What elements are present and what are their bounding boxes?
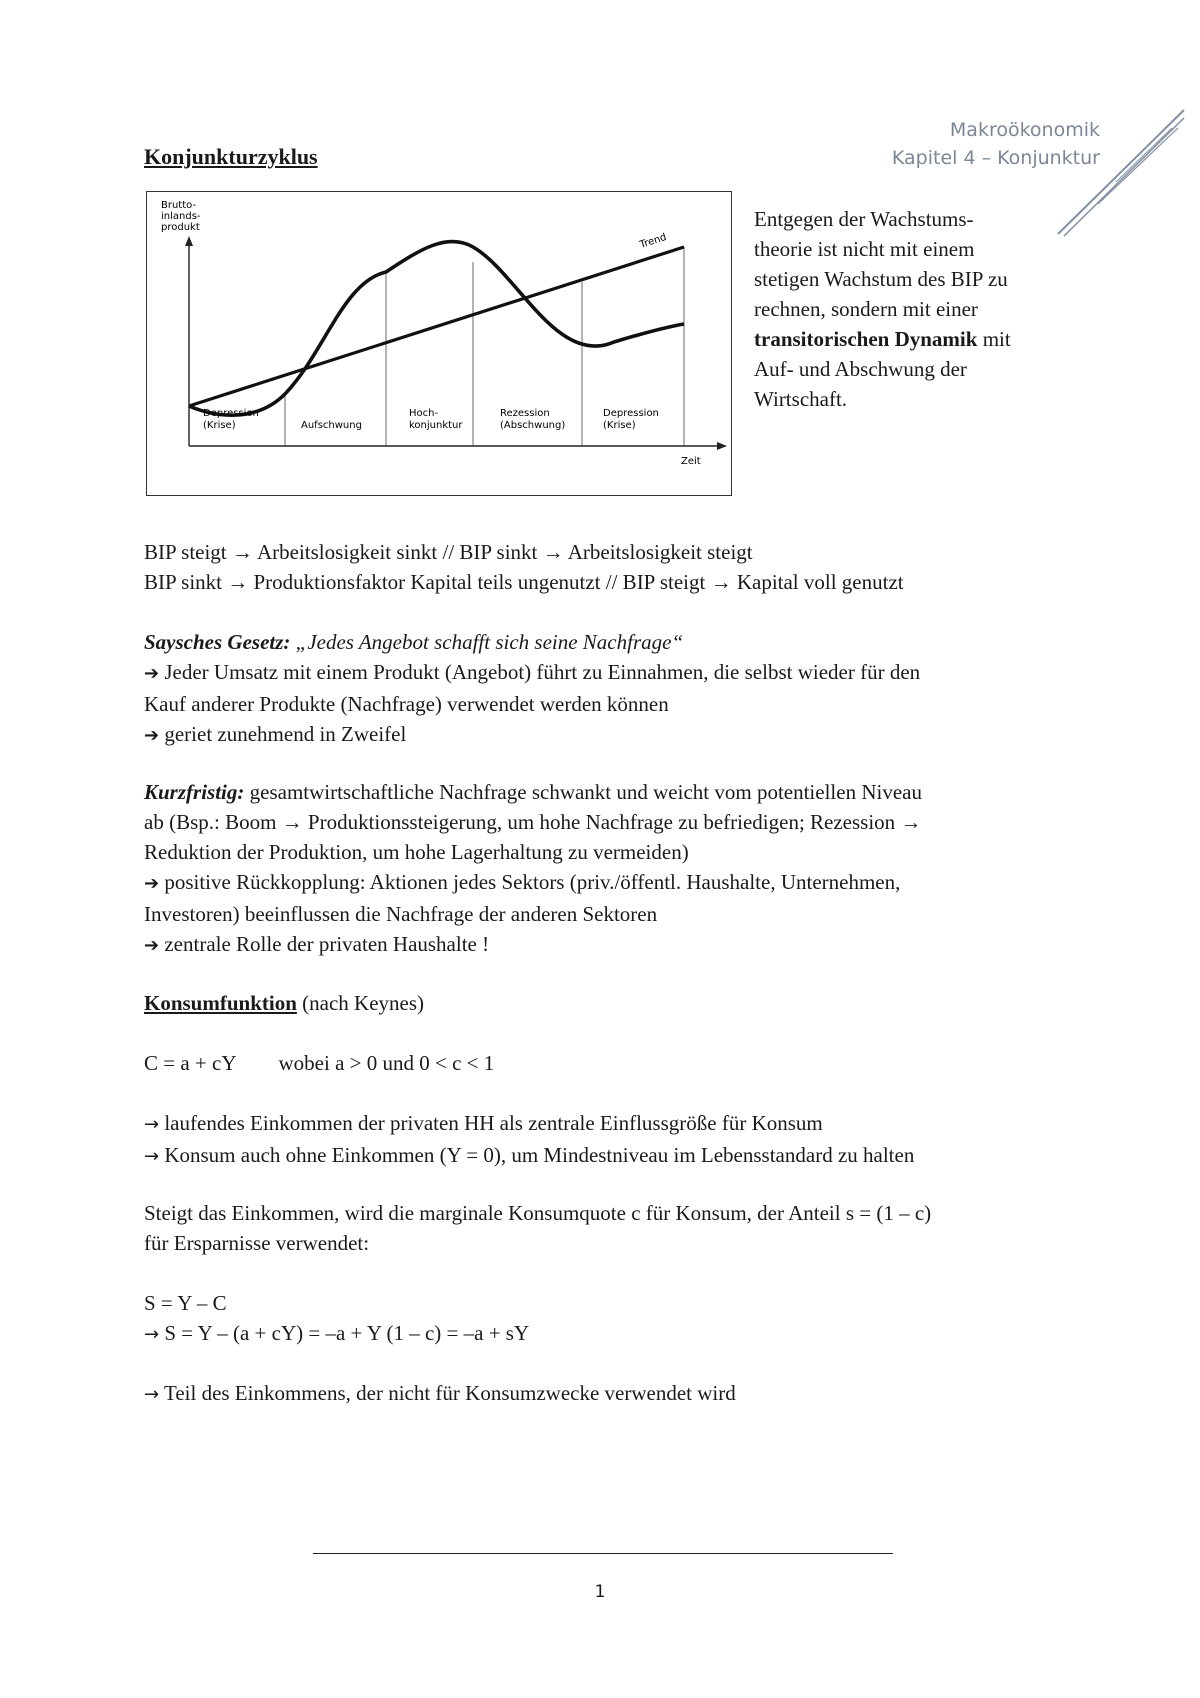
- side-line-4: rechnen, sondern mit einer: [754, 297, 978, 321]
- y-axis-label-3: produkt: [161, 222, 200, 233]
- savings-explanation: [144, 1198, 1064, 1258]
- savings-definition: → Teil des Einkommens, der nicht für Konsumzwecke verwendet wird: [144, 1381, 736, 1405]
- cycle-explanation: [754, 204, 1084, 414]
- side-line-2: theorie ist nicht mit einem: [754, 237, 975, 261]
- y-axis-label-1: Brutto-: [161, 200, 197, 211]
- trend-line: [189, 247, 684, 406]
- short-term-line-4: ➔ positive Rückkopplung: Aktionen jedes Sektors (priv./öffentl. Haushalte, Unternehmen,: [144, 870, 901, 894]
- short-term-section: [144, 777, 1064, 961]
- section-title-konjunkturzyklus: Konjunkturzyklus: [144, 144, 318, 169]
- consumption-note-2: → Konsum auch ohne Einkommen (Y = 0), um Mindestniveau im Lebensstandard zu halten: [144, 1143, 915, 1167]
- y-axis-arrowhead: [185, 236, 193, 246]
- consumption-title: Konsumfunktion: [144, 991, 297, 1015]
- says-law-quote: „Jedes Angebot schafft sich seine Nachfrage“: [290, 630, 684, 654]
- arrow-icon: →: [144, 1324, 160, 1345]
- consumption-note-1: → laufendes Einkommen der privaten HH als zentrale Einflussgröße für Konsum: [144, 1111, 823, 1135]
- footer-divider: [313, 1553, 893, 1554]
- header-course: Makroökonomik: [949, 119, 1100, 141]
- says-law: [144, 627, 1064, 751]
- phase-1-sublabel: (Krise): [203, 420, 236, 431]
- phase-4-sublabel: (Abschwung): [500, 420, 566, 431]
- business-cycle-svg: [147, 192, 731, 495]
- savings-line-1: Steigt das Einkommen, wird die marginale Konsumquote c für Konsum, der Anteil s = (1 – c): [144, 1201, 932, 1225]
- short-term-label: Kurzfristig:: [144, 780, 245, 804]
- consumption-subtitle: (nach Keynes): [296, 991, 425, 1015]
- bip-cycle-curve: [189, 241, 684, 415]
- phase-3-sublabel: konjunktur: [409, 420, 463, 431]
- arrow-icon: →: [144, 1146, 160, 1167]
- savings-formulas: [144, 1288, 1064, 1350]
- arrow-icon: ➔: [144, 663, 160, 684]
- side-line-7: Wirtschaft.: [754, 387, 848, 411]
- says-law-label: Saysches Gesetz:: [144, 630, 291, 654]
- short-term-line-6: ➔ zentrale Rolle der privaten Haushalte !: [144, 932, 490, 956]
- savings-formula-2: → S = Y – (a + cY) = –a + Y (1 – c) = –a + sY: [144, 1321, 530, 1345]
- consumption-formula-line: [144, 1048, 1064, 1078]
- says-law-line-4: ➔ geriet zunehmend in Zweifel: [144, 722, 407, 746]
- says-law-line-3: Kauf anderer Produkte (Nachfrage) verwendet werden können: [144, 692, 669, 716]
- side-line-5: [754, 324, 1084, 354]
- side-bold-term: transitorischen Dynamik: [754, 327, 978, 351]
- business-cycle-figure: [146, 191, 732, 496]
- bip-line-1: BIP steigt → Arbeitslosigkeit sinkt // BIP sinkt → Arbeitslosigkeit steigt: [144, 540, 753, 564]
- consumption-formula: C = a + cY: [144, 1051, 237, 1075]
- header-chapter: Kapitel 4 – Konjunktur: [891, 147, 1100, 169]
- y-axis-label-2: inlands-: [161, 211, 201, 222]
- arrow-icon: →: [144, 1114, 160, 1135]
- x-axis-label: Zeit: [681, 456, 701, 467]
- savings-formula-1: S = Y – C: [144, 1291, 227, 1315]
- arrow-icon: ➔: [144, 935, 160, 956]
- arrow-icon: ➔: [144, 873, 160, 894]
- phase-2-label: Aufschwung: [301, 420, 362, 431]
- bip-line-2: BIP sinkt → Produktionsfaktor Kapital teils ungenutzt // BIP steigt → Kapital voll genutzt: [144, 570, 904, 594]
- consumption-condition: wobei a > 0 und 0 < c < 1: [278, 1051, 495, 1075]
- x-axis-arrowhead: [717, 442, 727, 450]
- side-line-1: Entgegen der Wachstums-: [754, 207, 974, 231]
- phase-4-label: Rezession: [500, 408, 550, 419]
- savings-line-2: für Ersparnisse verwendet:: [144, 1231, 370, 1255]
- trend-label: Trend: [638, 231, 668, 251]
- consumption-notes: [144, 1108, 1064, 1172]
- arrow-icon: ➔: [144, 725, 160, 746]
- arrow-icon: →: [144, 1384, 160, 1405]
- side-line-3: stetigen Wachstum des BIP zu: [754, 267, 1008, 291]
- phase-5-sublabel: (Krise): [603, 420, 636, 431]
- short-term-line-2: ab (Bsp.: Boom → Produktionssteigerung, um hohe Nachfrage zu befriedigen; Rezession →: [144, 810, 922, 834]
- side-line-6: Auf- und Abschwung der: [754, 357, 967, 381]
- side-after-bold: mit: [977, 327, 1011, 351]
- bip-effects: [144, 537, 1064, 597]
- phase-5-label: Depression: [603, 408, 659, 419]
- says-law-line-2: ➔ Jeder Umsatz mit einem Produkt (Angebot) führt zu Einnahmen, die selbst wieder für den: [144, 660, 921, 684]
- short-term-line-5: Investoren) beeinflussen die Nachfrage der anderen Sektoren: [144, 902, 658, 926]
- page-number: 1: [594, 1582, 606, 1602]
- says-law-heading: [144, 627, 1064, 657]
- phase-1-label: Depression: [203, 408, 259, 419]
- short-term-line-3: Reduktion der Produktion, um hohe Lagerhaltung zu vermeiden): [144, 840, 689, 864]
- consumption-function-heading: [144, 988, 1064, 1018]
- short-term-line-1: Kurzfristig: gesamtwirtschaftliche Nachfrage schwankt und weicht vom potentiellen Niveau: [144, 780, 922, 804]
- phase-3-label: Hoch-: [409, 408, 439, 419]
